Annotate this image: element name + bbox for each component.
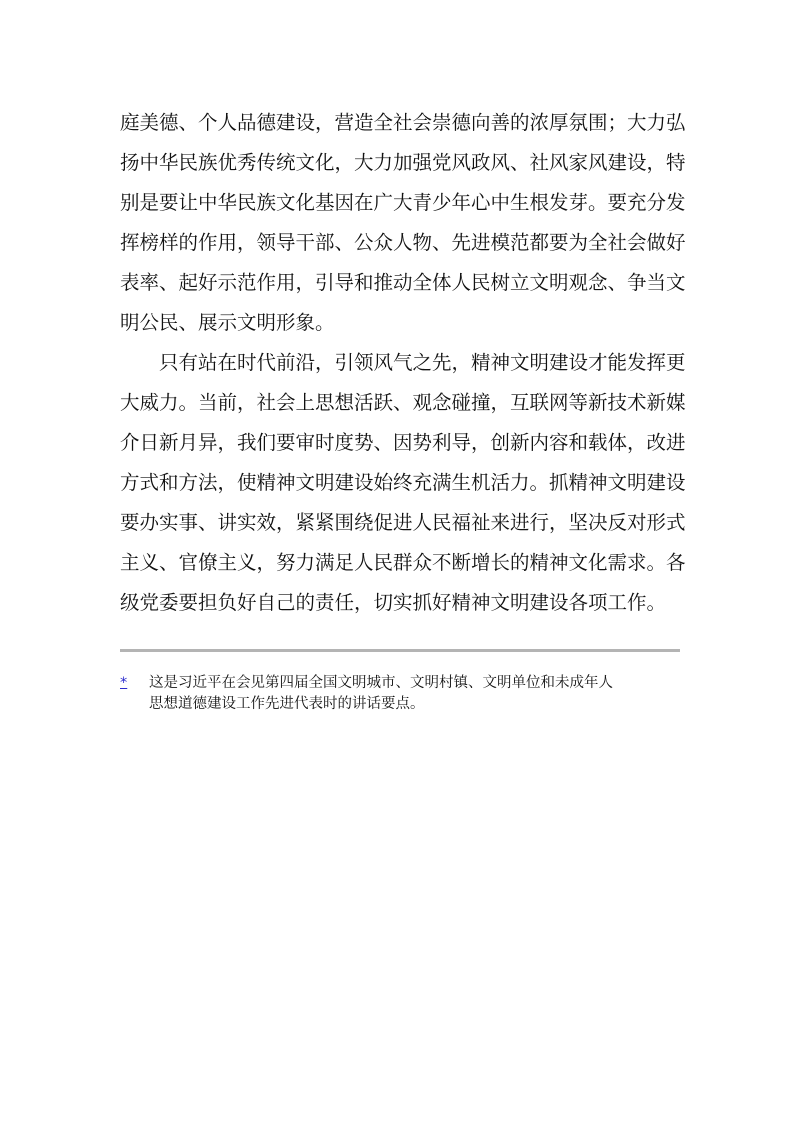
paragraph-2-line: 介日新月异，我们要审时度势、因势利导，创新内容和载体，改进 bbox=[120, 431, 686, 454]
paragraph-1-line: 扬中华民族优秀传统文化，大力加强党风政风、社风家风建设，特 bbox=[120, 151, 686, 174]
paragraph-2-line: 要办实事、讲实效，紧紧围绕促进人民福祉来进行，坚决反对形式 bbox=[120, 511, 686, 534]
paragraph-2-line: 级党委要担负好自己的责任，切实抓好精神文明建设各项工作。 bbox=[120, 591, 667, 614]
body-text bbox=[120, 103, 686, 623]
paragraph-2-line: 大威力。当前，社会上思想活跃、观念碰撞，互联网等新技术新媒 bbox=[120, 391, 686, 414]
paragraph-1-line: 挥榜样的作用，领导干部、公众人物、先进模范都要为全社会做好 bbox=[120, 231, 686, 254]
paragraph-1-line: 明公民、展示文明形象。 bbox=[120, 311, 335, 334]
footnote-line: 这是习近平在会见第四届全国文明城市、文明村镇、文明单位和未成年人 bbox=[149, 675, 613, 691]
footnote-text bbox=[149, 673, 700, 715]
footnote-marker-link[interactable]: * bbox=[120, 675, 128, 691]
paragraph-2-line: 方式和方法，使精神文明建设始终充满生机活力。抓精神文明建设 bbox=[120, 471, 686, 494]
paragraph-1-line: 别是要让中华民族文化基因在广大青少年心中生根发芽。要充分发 bbox=[120, 191, 686, 214]
footnote-line: 思想道德建设工作先进代表时的讲话要点。 bbox=[149, 696, 425, 712]
paragraph-1-line: 表率、起好示范作用，引导和推动全体人民树立文明观念、争当文 bbox=[120, 271, 686, 294]
paragraph-1-line: 庭美德、个人品德建设，营造全社会崇德向善的浓厚氛围；大力弘 bbox=[120, 111, 686, 134]
footnote-divider bbox=[120, 649, 680, 652]
paragraph-2-line: 只有站在时代前沿，引领风气之先，精神文明建设才能发挥更 bbox=[159, 351, 686, 374]
paragraph-2-line: 主义、官僚主义，努力满足人民群众不断增长的精神文化需求。各 bbox=[120, 551, 686, 574]
